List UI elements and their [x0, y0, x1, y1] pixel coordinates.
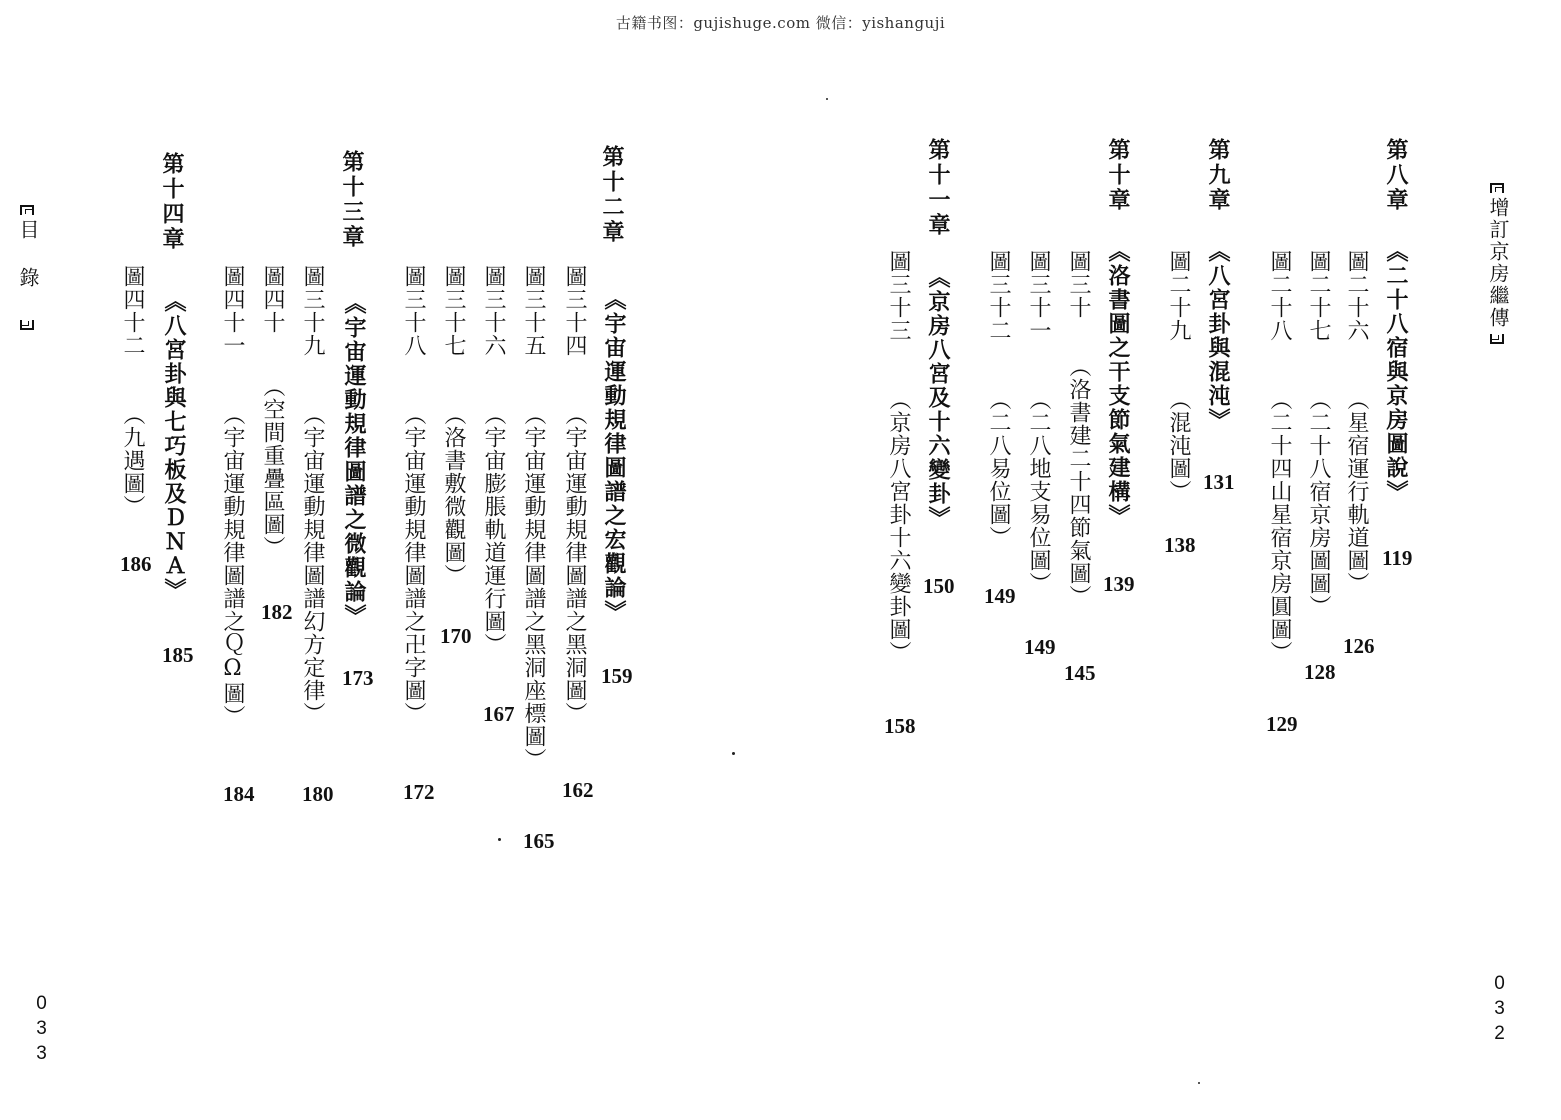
- figure-page-number: 129: [1266, 712, 1298, 736]
- corner-ornament-icon: [1490, 334, 1504, 344]
- figure-page-number: 182: [261, 600, 293, 624]
- chapter-heading: 第十章: [1105, 138, 1130, 213]
- left-folio: 033: [31, 993, 52, 1068]
- figure-caption: （二十四山星宿京房圓圖）: [1267, 388, 1292, 664]
- scan-speck: [732, 752, 735, 755]
- figure-caption: （宇宙運動規律圖譜之黑洞圖）: [562, 403, 587, 725]
- running-head-title: 目錄: [16, 219, 40, 315]
- chapter-heading: 第八章: [1383, 138, 1408, 213]
- figure-caption: （二十八宿京房圖圖）: [1306, 388, 1331, 618]
- figure-caption: （空間重疊區圖）: [260, 375, 285, 559]
- figure-caption: （京房八宮卦十六變卦圖）: [886, 388, 911, 664]
- chapter-page-number: 150: [923, 574, 955, 598]
- figure-label: 圖二十六: [1344, 250, 1369, 342]
- figure-caption: （九遇圖）: [120, 403, 145, 518]
- figure-page-number: 186: [120, 552, 152, 576]
- figure-caption: （二八地支易位圖）: [1026, 388, 1051, 595]
- corner-ornament-icon: [20, 205, 34, 215]
- figure-label: 圖二十七: [1306, 250, 1331, 342]
- figure-caption: （宇宙膨脹軌道運行圖）: [481, 403, 506, 656]
- chapter-page-number: 173: [342, 666, 374, 690]
- figure-label: 圖四十: [260, 265, 285, 334]
- chapter-title: 《洛書圖之干支節氣建構》: [1105, 240, 1130, 528]
- figure-label: 圖三十七: [441, 265, 466, 357]
- chapter-title: 《二十八宿與京房圖說》: [1383, 240, 1408, 504]
- figure-label: 圖三十八: [401, 265, 426, 357]
- right-folio: 032: [1489, 973, 1510, 1048]
- corner-ornament-icon: [20, 320, 34, 330]
- figure-page-number: 170: [440, 624, 472, 648]
- chapter-title: 《宇宙運動規律圖譜之微觀論》: [341, 292, 366, 628]
- figure-label: 圖四十二: [120, 265, 145, 357]
- figure-page-number: 138: [1164, 533, 1196, 557]
- chapter-title: 《京房八宮及十六變卦》: [925, 266, 950, 530]
- chapter-page-number: 185: [162, 643, 194, 667]
- figure-label: 圖二十九: [1166, 250, 1191, 342]
- chapter-heading: 第九章: [1205, 138, 1230, 213]
- figure-label: 圖三十一: [1026, 250, 1051, 342]
- chapter-page-number: 139: [1103, 572, 1135, 596]
- figure-page-number: 145: [1064, 661, 1096, 685]
- figure-label: 圖三十二: [986, 250, 1011, 342]
- scan-speck: [1198, 1082, 1200, 1084]
- figure-label: 圖四十一: [220, 265, 245, 357]
- chapter-heading: 第十二章: [599, 145, 624, 245]
- figure-page-number: 165: [523, 829, 555, 853]
- figure-page-number: 184: [223, 782, 255, 806]
- figure-caption: （混沌圖）: [1166, 388, 1191, 503]
- chapter-page-number: 119: [1382, 546, 1413, 570]
- figure-label: 圖三十: [1066, 250, 1091, 319]
- chapter-title: 《八宮卦與七巧板及ＤＮＡ》: [161, 290, 186, 602]
- figure-caption: （宇宙運動規律圖譜之卍字圖）: [401, 403, 426, 725]
- figure-caption: （星宿運行軌道圖）: [1344, 388, 1369, 595]
- figure-page-number: 149: [984, 584, 1016, 608]
- figure-caption: （二八易位圖）: [986, 388, 1011, 549]
- figure-label: 圖三十四: [562, 265, 587, 357]
- figure-label: 圖三十五: [521, 265, 546, 357]
- chapter-heading: 第十一章: [925, 138, 950, 238]
- figure-label: 圖三十六: [481, 265, 506, 357]
- scan-speck: [498, 838, 501, 841]
- chapter-heading: 第十三章: [339, 150, 364, 250]
- chapter-title: 《八宮卦與混沌》: [1205, 240, 1230, 432]
- figure-label: 圖二十八: [1267, 250, 1292, 342]
- chapter-page-number: 159: [601, 664, 633, 688]
- figure-page-number: 128: [1304, 660, 1336, 684]
- figure-page-number: 158: [884, 714, 916, 738]
- scan-speck: [826, 98, 828, 100]
- figure-caption: （洛書建二十四節氣圖）: [1066, 355, 1091, 608]
- watermark-text: 古籍书图：gujishuge.com 微信：yishanguji: [615, 14, 946, 32]
- figure-caption: （宇宙運動規律圖譜幻方定律）: [300, 403, 325, 725]
- figure-caption: （宇宙運動規律圖譜之黑洞座標圖）: [521, 403, 546, 771]
- figure-label: 圖三十九: [300, 265, 325, 357]
- chapter-heading: 第十四章: [159, 152, 184, 252]
- figure-caption: （宇宙運動規律圖譜之ＱΩ圖）: [220, 403, 245, 728]
- left-running-head: [14, 200, 42, 334]
- corner-ornament-icon: [1490, 183, 1504, 193]
- figure-page-number: 149: [1024, 635, 1056, 659]
- chapter-page-number: 131: [1203, 470, 1235, 494]
- running-head-title: 增訂京房繼傳: [1486, 197, 1510, 329]
- figure-page-number: 167: [483, 702, 515, 726]
- figure-label: 圖三十三: [886, 250, 911, 342]
- figure-page-number: 172: [403, 780, 435, 804]
- right-running-head: [1484, 178, 1512, 348]
- figure-page-number: 180: [302, 782, 334, 806]
- figure-page-number: 126: [1343, 634, 1375, 658]
- figure-page-number: 162: [562, 778, 594, 802]
- chapter-title: 《宇宙運動規律圖譜之宏觀論》: [601, 288, 626, 624]
- figure-caption: （洛書敷微觀圖）: [441, 403, 466, 587]
